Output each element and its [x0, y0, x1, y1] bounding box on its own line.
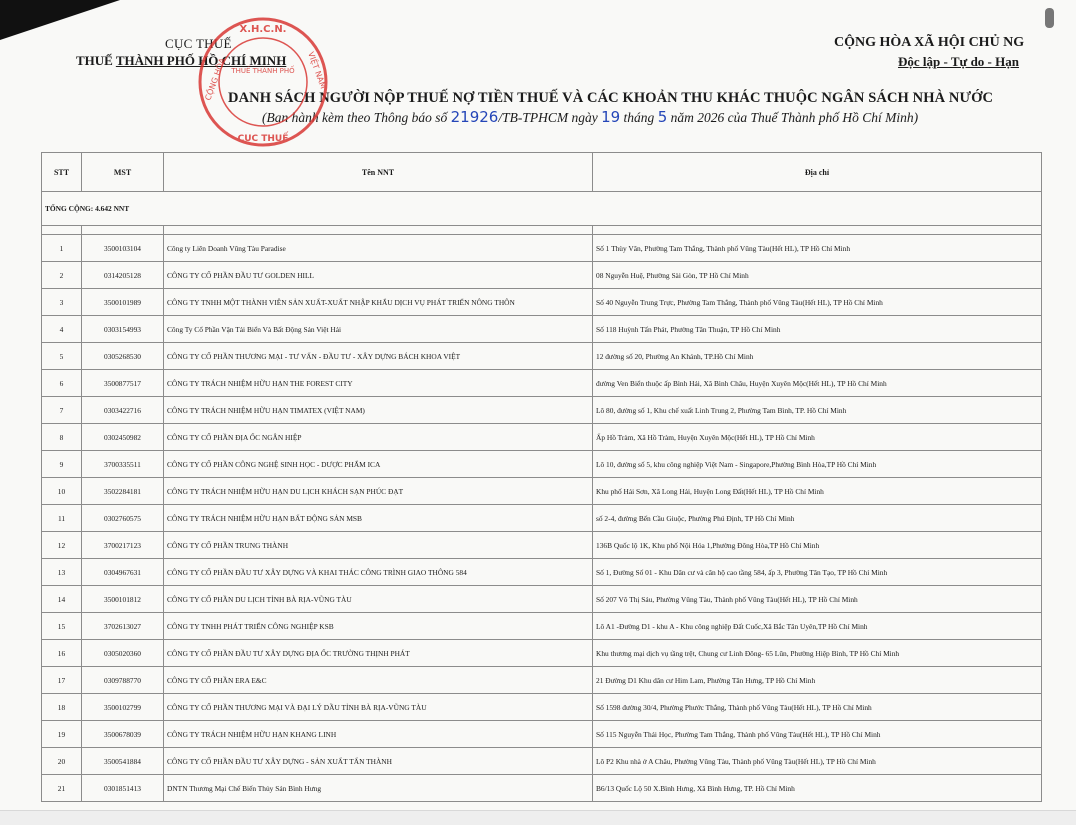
cell-name: CÔNG TY CỔ PHẦN ERA E&C — [164, 667, 593, 694]
cell-mst: 3700335511 — [82, 451, 164, 478]
cell-address: 12 đường số 20, Phường An Khánh, TP.Hồ Chí Minh — [593, 343, 1042, 370]
table-row — [42, 397, 1042, 424]
cell-stt: 19 — [42, 721, 82, 748]
table-row — [42, 559, 1042, 586]
table-row — [42, 289, 1042, 316]
cell-address: Số 1 Thùy Vân, Phường Tam Thắng, Thành phố Vũng Tàu(Hết HL), TP Hồ Chí Minh — [593, 235, 1042, 262]
org-line-2-city: THÀNH PHỐ HỒ CHÍ MINH — [115, 53, 287, 68]
header-mst: MST — [82, 153, 164, 192]
taxpayer-table — [41, 152, 1042, 802]
cell-stt: 1 — [42, 235, 82, 262]
cell-stt: 17 — [42, 667, 82, 694]
table-row — [42, 343, 1042, 370]
cell-stt: 4 — [42, 316, 82, 343]
day-handwritten: 19 — [601, 108, 621, 126]
scroll-indicator[interactable] — [1045, 8, 1054, 28]
cell-mst: 3500678039 — [82, 721, 164, 748]
cell-name: CÔNG TY CỔ PHẦN THƯƠNG MẠI VÀ ĐẠI LÝ DẦU TỈNH BÀ RỊA-VŨNG TÀU — [164, 694, 593, 721]
cell-address: Lô 80, đường số 1, Khu chế xuất Linh Trung 2, Phường Tam Bình, TP. Hồ Chí Minh — [593, 397, 1042, 424]
cell-address: Lô 10, đường số 5, khu công nghiệp Việt Nam - Singapore,Phường Bình Hòa,TP Hồ Chí Minh — [593, 451, 1042, 478]
cell-name: Công Ty Cổ Phần Vận Tải Biển Và Bất Động Sản Việt Hải — [164, 316, 593, 343]
table-row — [42, 721, 1042, 748]
table-row — [42, 262, 1042, 289]
cell-name: CÔNG TY CỔ PHẦN CÔNG NGHỆ SINH HỌC - DƯỢC PHẨM ICA — [164, 451, 593, 478]
republic-title: CỘNG HÒA XÃ HỘI CHỦ NG — [834, 35, 1025, 50]
svg-text:THUẾ THÀNH PHỐ: THUẾ THÀNH PHỐ — [231, 67, 295, 75]
cell-mst: 0305020360 — [82, 640, 164, 667]
cell-address: Số 118 Huỳnh Tấn Phát, Phường Tân Thuận, TP Hồ Chí Minh — [593, 316, 1042, 343]
cell-name: CÔNG TY CỔ PHẦN THƯƠNG MẠI - TƯ VẤN - ĐẦU TƯ - XÂY DỰNG BÁCH KHOA VIỆT — [164, 343, 593, 370]
cell-mst: 3500541884 — [82, 748, 164, 775]
document-title: DANH SÁCH NGƯỜI NỘP THUẾ NỢ TIỀN THUẾ VÀ CÁC KHOẢN THU KHÁC THUỘC NGÂN SÁCH NHÀ NƯỚC — [228, 90, 994, 106]
cell-address: Số 1, Đường Số 01 - Khu Dân cư và căn hộ cao tầng 584, ấp 3, Phường Tân Tạo, TP Hồ Chí Minh — [593, 559, 1042, 586]
cell-mst: 3500101812 — [82, 586, 164, 613]
cell-name: CÔNG TY CỔ PHẦN ĐẦU TƯ XÂY DỰNG VÀ KHAI THÁC CÔNG TRÌNH GIAO THÔNG 584 — [164, 559, 593, 586]
cell-stt: 3 — [42, 289, 82, 316]
cell-name: CÔNG TY TRÁCH NHIỆM HỮU HẠN KHANG LINH — [164, 721, 593, 748]
cell-name: CÔNG TY TRÁCH NHIỆM HỮU HẠN THE FOREST CITY — [164, 370, 593, 397]
table-row — [42, 424, 1042, 451]
cell-mst: 3500101989 — [82, 289, 164, 316]
cell-name: CÔNG TY TRÁCH NHIỆM HỮU HẠN BẤT ĐỘNG SẢN MSB — [164, 505, 593, 532]
table-row — [42, 478, 1042, 505]
table-row — [42, 694, 1042, 721]
org-line-2 — [76, 53, 286, 69]
table-row — [42, 667, 1042, 694]
cell-address: 136B Quốc lộ 1K, Khu phố Nội Hóa 1,Phường Đông Hòa,TP Hồ Chí Minh — [593, 532, 1042, 559]
cell-name: CÔNG TY CỔ PHẦN ĐẦU TƯ XÂY DỰNG - SẢN XUẤT TẤN THÀNH — [164, 748, 593, 775]
header-stt: STT — [42, 153, 82, 192]
table-row — [42, 748, 1042, 775]
cell-address: Lô P2 Khu nhà ở A Châu, Phường Vũng Tàu, Thành phố Vũng Tàu(Hết HL), TP Hồ Chí Minh — [593, 748, 1042, 775]
cell-address: Khu phố Hải Sơn, Xã Long Hải, Huyện Long Đất(Hết HL), TP Hồ Chí Minh — [593, 478, 1042, 505]
cell-stt: 10 — [42, 478, 82, 505]
cell-mst: 0314205128 — [82, 262, 164, 289]
svg-text:VIỆT NAM: VIỆT NAM — [306, 50, 328, 91]
cell-stt: 18 — [42, 694, 82, 721]
cell-stt: 16 — [42, 640, 82, 667]
cell-stt: 11 — [42, 505, 82, 532]
svg-text:CỘNG HÒA: CỘNG HÒA — [203, 57, 228, 102]
cell-mst: 3500103104 — [82, 235, 164, 262]
cell-stt: 6 — [42, 370, 82, 397]
table-row — [42, 613, 1042, 640]
total-row — [42, 192, 1042, 226]
table-row — [42, 316, 1042, 343]
cell-name: Công ty Liên Doanh Vũng Tàu Paradise — [164, 235, 593, 262]
notice-number-handwritten: 21926 — [450, 108, 499, 126]
table-row — [42, 775, 1042, 802]
cell-stt: 2 — [42, 262, 82, 289]
page-fold-corner — [0, 0, 120, 40]
cell-stt: 14 — [42, 586, 82, 613]
svg-text:CỤC THUẾ: CỤC THUẾ — [237, 134, 289, 144]
cell-address: Ấp Hồ Tràm, Xã Hồ Tràm, Huyện Xuyên Mộc(Hết HL), TP Hồ Chí Minh — [593, 424, 1042, 451]
cell-name: CÔNG TY CỔ PHẦN ĐẦU TƯ XÂY DỰNG ĐỊA ỐC TRƯỜNG THỊNH PHÁT — [164, 640, 593, 667]
cell-address: Lô A1 -Đường D1 - khu A - Khu công nghiệp Đất Cuốc,Xã Bắc Tân Uyên,TP Hồ Chí Minh — [593, 613, 1042, 640]
table-row — [42, 235, 1042, 262]
cell-stt: 8 — [42, 424, 82, 451]
org-line-1: CỤC THUẾ — [165, 36, 232, 51]
table-row — [42, 640, 1042, 667]
cell-stt: 21 — [42, 775, 82, 802]
cell-mst: 3700217123 — [82, 532, 164, 559]
cell-name: CÔNG TY CỔ PHẦN TRUNG THÀNH — [164, 532, 593, 559]
cell-address: 21 Đường D1 Khu dân cư Him Lam, Phường Tân Hưng, TP Hồ Chí Minh — [593, 667, 1042, 694]
cell-mst: 3500102799 — [82, 694, 164, 721]
table-row — [42, 370, 1042, 397]
cell-mst: 0303154993 — [82, 316, 164, 343]
cell-mst: 3702613027 — [82, 613, 164, 640]
cell-stt: 9 — [42, 451, 82, 478]
cell-stt: 5 — [42, 343, 82, 370]
cell-stt: 12 — [42, 532, 82, 559]
cell-mst: 3502284181 — [82, 478, 164, 505]
table-row — [42, 505, 1042, 532]
cell-mst: 0304967631 — [82, 559, 164, 586]
cell-stt: 20 — [42, 748, 82, 775]
cell-address: Khu thương mại dịch vụ tầng trệt, Chung cư Linh Đông- 65 Lũn, Phường Hiệp Bình, TP Hồ Chí Minh — [593, 640, 1042, 667]
cell-name: CÔNG TY TRÁCH NHIỆM HỮU HẠN DU LỊCH KHÁCH SẠN PHÚC ĐẠT — [164, 478, 593, 505]
viewer-bottom-bar — [0, 810, 1076, 825]
cell-mst: 0303422716 — [82, 397, 164, 424]
cell-name: CÔNG TY TNHH MỘT THÀNH VIÊN SẢN XUẤT-XUẤT NHẬP KHẨU DỊCH VỤ PHÁT TRIỂN NÔNG THÔN — [164, 289, 593, 316]
cell-address: Số 115 Nguyễn Thái Học, Phường Tam Thắng, Thành phố Vũng Tàu(Hết HL), TP Hồ Chí Minh — [593, 721, 1042, 748]
cell-name: CÔNG TY CỔ PHẦN ĐẦU TƯ GOLDEN HILL — [164, 262, 593, 289]
total-label: TỔNG CỘNG: 4.642 NNT — [42, 192, 1042, 226]
table-row — [42, 532, 1042, 559]
cell-address: 08 Nguyễn Huệ, Phường Sài Gòn, TP Hồ Chí Minh — [593, 262, 1042, 289]
cell-mst: 0301851413 — [82, 775, 164, 802]
cell-mst: 3500877517 — [82, 370, 164, 397]
cell-name: CÔNG TY TNHH PHÁT TRIỂN CÔNG NGHIỆP KSB — [164, 613, 593, 640]
cell-name: CÔNG TY CỔ PHẦN DU LỊCH TỈNH BÀ RỊA-VŨNG TÀU — [164, 586, 593, 613]
cell-name: CÔNG TY TRÁCH NHIỆM HỮU HẠN TIMATEX (VIỆT NAM) — [164, 397, 593, 424]
cell-address: đường Ven Biển thuộc ấp Bình Hải, Xã Bình Châu, Huyện Xuyên Mộc(Hết HL), TP Hồ Chí Minh — [593, 370, 1042, 397]
republic-motto: Độc lập - Tự do - Hạn — [898, 54, 1019, 69]
document-subtitle: (Ban hành kèm theo Thông báo số 21926/TB-TPHCM ngày 19 tháng 5 năm 2026 của Thuế Thành phố Hồ Chí Minh) — [262, 108, 919, 126]
cell-address: Số 1598 đường 30/4, Phường Phước Thắng, Thành phố Vũng Tàu(Hết HL), TP Hồ Chí Minh — [593, 694, 1042, 721]
cell-mst: 0305268530 — [82, 343, 164, 370]
org-line-2-prefix: THUẾ — [76, 53, 116, 68]
cell-stt: 7 — [42, 397, 82, 424]
spacer-row — [42, 226, 1042, 235]
table-row — [42, 451, 1042, 478]
table-header-row — [42, 153, 1042, 192]
month-handwritten: 5 — [657, 108, 668, 126]
cell-stt: 15 — [42, 613, 82, 640]
header-name: Tên NNT — [164, 153, 593, 192]
cell-address: Số 40 Nguyễn Trung Trực, Phường Tam Thắng, Thành phố Vũng Tàu(Hết HL), TP Hồ Chí Minh — [593, 289, 1042, 316]
cell-name: CÔNG TY CỔ PHẦN ĐỊA ỐC NGÂN HIỆP — [164, 424, 593, 451]
cell-address: Số 207 Võ Thị Sáu, Phường Vũng Tàu, Thành phố Vũng Tàu(Hết HL), TP Hồ Chí Minh — [593, 586, 1042, 613]
cell-mst: 0302760575 — [82, 505, 164, 532]
cell-address: B6/13 Quốc Lộ 50 X.Bình Hưng, Xã Bình Hưng, TP. Hồ Chí Minh — [593, 775, 1042, 802]
header-address: Địa chỉ — [593, 153, 1042, 192]
cell-mst: 0302450982 — [82, 424, 164, 451]
svg-text:X.H.C.N.: X.H.C.N. — [239, 24, 287, 35]
cell-address: số 2-4, đường Bến Cầu Giuộc, Phường Phú Định, TP Hồ Chí Minh — [593, 505, 1042, 532]
cell-stt: 13 — [42, 559, 82, 586]
table-row — [42, 586, 1042, 613]
cell-mst: 0309788770 — [82, 667, 164, 694]
cell-name: DNTN Thương Mại Chế Biến Thủy Sản Bình Hưng — [164, 775, 593, 802]
